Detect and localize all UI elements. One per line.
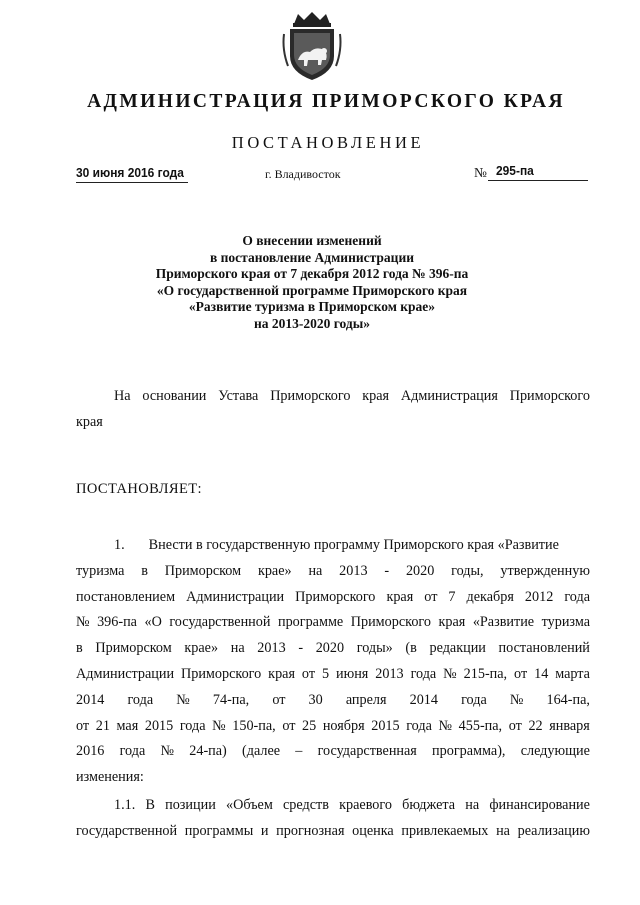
word: в (141, 562, 148, 579)
word: государственной (169, 614, 271, 631)
title-line: «Развитие туризма в Приморском крае» (188, 299, 436, 314)
word: № (212, 717, 226, 734)
word: 1.1. (114, 797, 136, 813)
word: в (76, 640, 83, 657)
word: финансирование (489, 797, 590, 813)
word: 2016 (76, 743, 105, 760)
word: года (410, 665, 437, 682)
word: 2013 (339, 562, 368, 579)
word: на (496, 822, 510, 839)
word: средств (283, 797, 329, 813)
word: 2013 (375, 665, 404, 682)
word: Приморского (509, 388, 590, 404)
word: от (514, 665, 528, 682)
word: края (362, 388, 390, 404)
word: программы (184, 822, 254, 839)
word: года (406, 717, 432, 734)
word: Администрации (76, 665, 175, 682)
decree-word: ПОСТАНОВЛЯЕТ: (76, 481, 202, 497)
word: на (230, 640, 245, 657)
item-1-justified-lines (76, 559, 590, 765)
word: туризма (76, 562, 125, 579)
word: 2014 (409, 691, 438, 708)
justified-line (76, 793, 590, 819)
justified-line (76, 585, 590, 611)
word: 2020 (315, 640, 345, 657)
word: края (438, 614, 466, 631)
word: 22 (528, 717, 543, 734)
word: на (308, 562, 323, 579)
word: ноября (322, 717, 365, 734)
word: (в (405, 640, 417, 657)
word: утвержденную (500, 562, 590, 579)
justified-line (76, 688, 590, 714)
word: года (564, 588, 590, 605)
word: бюджета (402, 797, 456, 813)
item-text: Внести в государственную программу Приморского края «Развитие (148, 537, 559, 553)
item-1-paragraph (76, 533, 590, 791)
word: программе (277, 614, 344, 631)
word: крае» (257, 562, 292, 579)
title-line: в постановление Администрации (209, 249, 415, 265)
word: - (298, 640, 304, 657)
word: края (386, 588, 414, 605)
document-title (120, 233, 504, 332)
title-line: на 2013-2020 годы» (253, 315, 371, 331)
word: прогнозная (276, 822, 345, 839)
word: от (282, 717, 296, 734)
word: постановлением (76, 588, 176, 605)
word: «Объем (225, 797, 273, 813)
number-label: № (474, 165, 487, 180)
word: 21 (95, 717, 110, 734)
justified-line (76, 714, 590, 740)
document-city: г. Владивосток (265, 167, 341, 181)
word: «О (144, 614, 162, 631)
word: позиции (165, 797, 216, 813)
word: 5 (321, 665, 330, 682)
justified-line (76, 384, 590, 410)
word: 396-па (97, 614, 137, 631)
word: Приморского (295, 588, 376, 605)
word: реализацию (517, 822, 590, 839)
word: Приморском (95, 640, 172, 657)
document-type: ПОСТАНОВЛЕНИЕ (231, 133, 425, 152)
word: на (465, 797, 480, 813)
word: года (119, 743, 146, 760)
word: 2013 (257, 640, 286, 657)
word: Администрация (400, 388, 498, 404)
word: (далее (242, 743, 281, 760)
word: 455-па, (458, 717, 503, 734)
word: туризма (541, 614, 590, 631)
text-line (76, 533, 590, 559)
word: постановлений (498, 640, 590, 657)
word: от (508, 717, 522, 734)
word: редакции (429, 640, 486, 657)
word: краевого (339, 797, 392, 813)
word: 164-па, (546, 691, 590, 708)
word: 2020 (405, 562, 435, 579)
word: 24-па) (189, 743, 227, 760)
word: года (179, 717, 206, 734)
date-underline (76, 182, 188, 183)
justified-line (76, 559, 590, 585)
title-line: Приморского края от 7 декабря 2012 года № 396-па (155, 266, 469, 281)
word: июня (336, 665, 369, 682)
justified-line (76, 662, 590, 688)
title-line: «О государственной программе Приморского края (156, 282, 468, 298)
justified-line (76, 610, 590, 636)
justified-line (76, 636, 590, 662)
document-number: 295-па (496, 163, 534, 178)
word: Приморском (164, 562, 242, 579)
word: декабря (466, 588, 514, 605)
item-1-1-paragraph (76, 793, 590, 845)
word: программа), (432, 743, 506, 760)
word: Администрации (186, 588, 285, 605)
title-line: О внесении изменений (242, 233, 382, 248)
word: В (145, 797, 155, 813)
basis-paragraph (76, 384, 590, 436)
number-underline (488, 180, 588, 181)
word: от (424, 588, 438, 605)
justified-line (76, 739, 590, 765)
word: № (76, 614, 90, 631)
text-line: края (76, 413, 103, 430)
coat-of-arms-emblem (280, 10, 344, 82)
word: 2015 (371, 717, 400, 734)
word: от (76, 717, 90, 734)
word: оценка (352, 822, 394, 839)
word: 14 (534, 665, 549, 682)
word: года (461, 691, 487, 708)
word: привлекаемых (401, 822, 489, 839)
word: года (127, 691, 154, 708)
word: № (176, 691, 190, 708)
word: крае» (184, 640, 219, 657)
word: Устава (218, 388, 259, 404)
word: 7 (448, 588, 456, 605)
word: На (114, 388, 131, 404)
word: и (260, 822, 269, 839)
word: – (295, 743, 303, 760)
word: № (438, 717, 453, 734)
organization-title: АДМИНИСТРАЦИЯ ПРИМОРСКОГО КРАЯ (87, 91, 565, 112)
word: следующие (520, 743, 590, 760)
word: мая (116, 717, 139, 734)
word: 74-па, (212, 691, 250, 708)
word: государственная (317, 743, 417, 760)
word: годы, (451, 562, 484, 579)
word: от (272, 691, 286, 708)
word: апреля (345, 691, 387, 708)
word: годы» (356, 640, 393, 657)
word: от (301, 665, 316, 682)
justified-line (76, 819, 590, 845)
word: 215-па, (463, 665, 508, 682)
word: 30 (308, 691, 323, 708)
word: основании (142, 388, 207, 404)
word: «Развитие (472, 614, 535, 631)
word: края (268, 665, 295, 682)
word: № (160, 743, 175, 760)
word: № (509, 691, 524, 708)
word: № (443, 665, 457, 682)
word: 25 (302, 717, 317, 734)
text-line: изменения: (76, 769, 144, 786)
document-date: 30 июня 2016 года (76, 165, 184, 180)
word: Приморского (181, 665, 262, 682)
primorsky-krai-coat-of-arms-icon (280, 10, 344, 82)
word: марта (555, 665, 590, 682)
word: Приморского (350, 614, 431, 631)
word: - (384, 562, 390, 579)
word: Приморского (270, 388, 351, 404)
word: 2012 (524, 588, 554, 605)
word: 2015 (144, 717, 174, 734)
word: января (549, 717, 590, 734)
item-number: 1. (114, 537, 125, 553)
word: 150-па, (232, 717, 276, 734)
word: 2014 (76, 691, 105, 708)
word: государственной (76, 822, 178, 839)
